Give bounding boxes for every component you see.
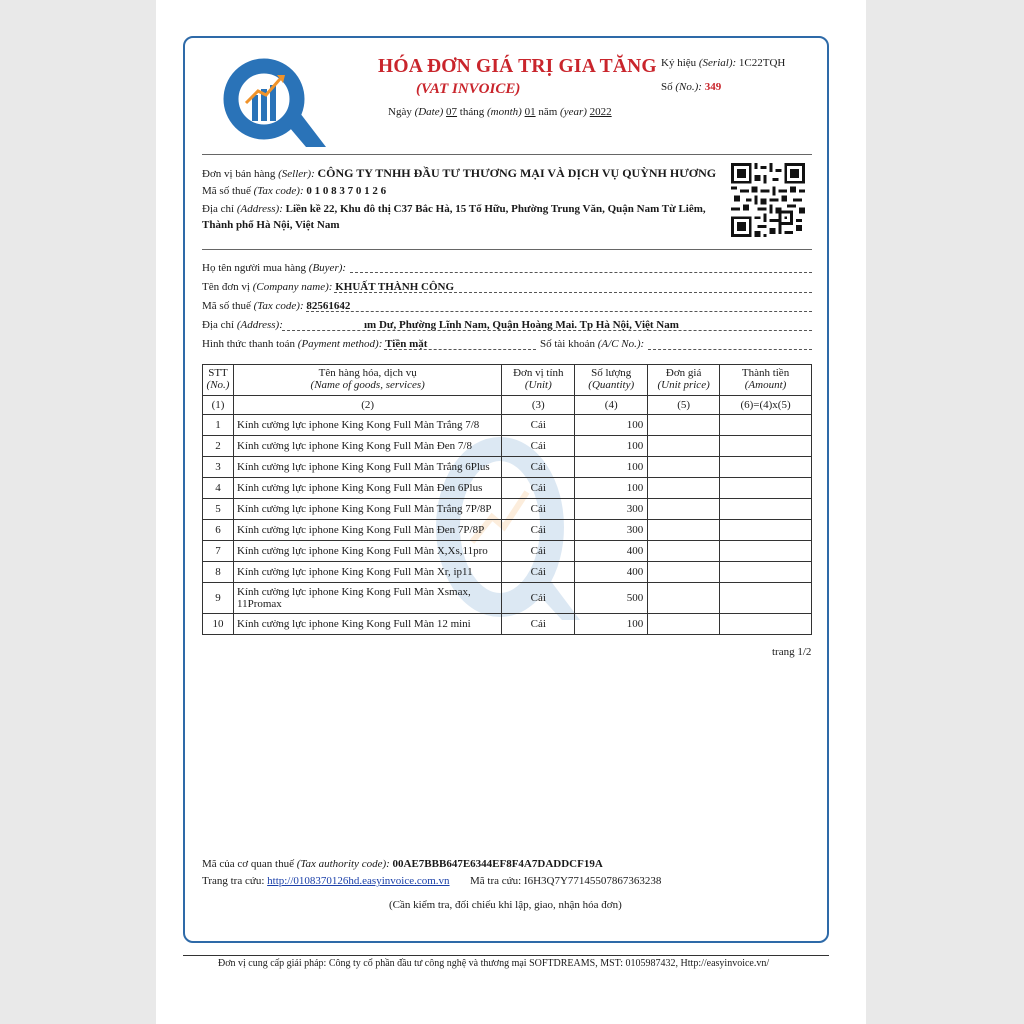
cell-name: Kính cường lực iphone King Kong Full Màn Xsmax, 11Promax bbox=[233, 583, 501, 614]
cell-unit-price bbox=[648, 499, 720, 520]
cell-unit: Cái bbox=[502, 499, 575, 520]
date-month: 01 bbox=[524, 106, 536, 118]
cell-no: 4 bbox=[203, 478, 234, 499]
cell-no: 9 bbox=[203, 583, 234, 614]
cell-unit: Cái bbox=[502, 478, 575, 499]
cell-no: 8 bbox=[203, 562, 234, 583]
table-row bbox=[203, 520, 812, 541]
cell-no: 3 bbox=[203, 457, 234, 478]
date-year: 2022 bbox=[589, 106, 612, 118]
buyer-address: ım Dư, Phường Lĩnh Nam, Quận Hoàng Mai. Tp Hà Nội, Việt Nam bbox=[364, 319, 679, 331]
cell-name: Kính cường lực iphone King Kong Full Màn Trắng 7P/8P bbox=[233, 499, 501, 520]
tax-authority-code: Mã của cơ quan thuế (Tax authority code): 00AE7BBB647E6344EF8F4A7DADDCF19A bbox=[202, 858, 603, 870]
cell-quantity: 100 bbox=[575, 415, 648, 436]
cell-unit-price bbox=[648, 541, 720, 562]
table-row bbox=[203, 436, 812, 457]
col-header-unit: Đơn vị tính (Unit) bbox=[502, 365, 575, 396]
table-row bbox=[203, 614, 812, 635]
footer-divider bbox=[183, 955, 829, 956]
cell-amount bbox=[720, 520, 812, 541]
buyer-name-line bbox=[350, 272, 812, 273]
col-header-name: Tên hàng hóa, dịch vụ (Name of goods, services) bbox=[233, 365, 501, 396]
cell-no: 1 bbox=[203, 415, 234, 436]
verification-note: (Cần kiểm tra, đối chiếu khi lập, giao, nhận hóa đơn) bbox=[389, 899, 622, 911]
payment-method: Hình thức thanh toán (Payment method): Tiền mặt bbox=[202, 338, 428, 350]
account-number: Số tài khoản (A/C No.): bbox=[540, 338, 645, 350]
cell-unit: Cái bbox=[502, 583, 575, 614]
cell-name: Kính cường lực iphone King Kong Full Màn Xr, ip11 bbox=[233, 562, 501, 583]
lookup-code: Mã tra cứu: I6H3Q7Y771455078673632​38 bbox=[470, 875, 662, 887]
buyer-company-line bbox=[334, 292, 812, 293]
cell-unit: Cái bbox=[502, 520, 575, 541]
qr-code bbox=[731, 163, 805, 237]
col-header-unit-price: Đơn giá (Unit price) bbox=[648, 365, 720, 396]
buyer-tax-line bbox=[306, 311, 812, 312]
date-day: 07 bbox=[446, 106, 458, 118]
cell-name: Kính cường lực iphone King Kong Full Màn Trắng 6Plus bbox=[233, 457, 501, 478]
col-header-no: STT (No.) bbox=[203, 365, 234, 396]
table-row bbox=[203, 541, 812, 562]
col-header-quantity: Số lượng (Quantity) bbox=[575, 365, 648, 396]
invoice-title: HÓA ĐƠN GIÁ TRỊ GIA TĂNG bbox=[378, 56, 657, 77]
invoice-serial: Ký hiệu (Serial): 1C22TQH bbox=[661, 57, 786, 69]
table-row bbox=[203, 457, 812, 478]
invoice-subtitle: (VAT INVOICE) bbox=[416, 81, 521, 97]
cell-quantity: 400 bbox=[575, 562, 648, 583]
cell-quantity: 400 bbox=[575, 541, 648, 562]
cell-name: Kính cường lực iphone King Kong Full Màn Trắng 7/8 bbox=[233, 415, 501, 436]
lookup-url-link[interactable]: http://0108370126hd.easyinvoice.com.vn bbox=[267, 875, 450, 887]
cell-unit: Cái bbox=[502, 562, 575, 583]
divider bbox=[202, 154, 812, 155]
cell-unit: Cái bbox=[502, 614, 575, 635]
cell-name: Kính cường lực iphone King Kong Full Màn 12 mini bbox=[233, 614, 501, 635]
cell-unit: Cái bbox=[502, 457, 575, 478]
cell-no: 10 bbox=[203, 614, 234, 635]
cell-no: 5 bbox=[203, 499, 234, 520]
cell-unit: Cái bbox=[502, 541, 575, 562]
buyer-name: Họ tên người mua hàng (Buyer): bbox=[202, 262, 347, 274]
cell-unit-price bbox=[648, 478, 720, 499]
provider-footer: Đơn vị cung cấp giải pháp: Công ty cổ phần đầu tư công nghệ và thương mại SOFTDREAMS, MST: 0105987432, Http://easyinvoice.vn/ bbox=[218, 958, 770, 969]
seller-tax-code: Mã số thuế (Tax code): 0 1 0 8 3 7 0 1 2 6 bbox=[202, 185, 387, 197]
cell-unit-price bbox=[648, 520, 720, 541]
cell-amount bbox=[720, 499, 812, 520]
lookup-line: Trang tra cứu: http://0108370126hd.easyinvoice.com.vn bbox=[202, 875, 450, 887]
cell-unit-price bbox=[648, 415, 720, 436]
cell-unit-price bbox=[648, 562, 720, 583]
cell-unit-price bbox=[648, 457, 720, 478]
cell-name: Kính cường lực iphone King Kong Full Màn X,Xs,11pro bbox=[233, 541, 501, 562]
cell-amount bbox=[720, 562, 812, 583]
cell-amount bbox=[720, 583, 812, 614]
table-column-numbers: (1) (2) (3) (4) (5) (6)=(4)x(5) bbox=[203, 396, 812, 415]
account-line bbox=[648, 349, 812, 350]
cell-amount bbox=[720, 457, 812, 478]
cell-amount bbox=[720, 436, 812, 457]
cell-amount bbox=[720, 415, 812, 436]
cell-no: 2 bbox=[203, 436, 234, 457]
seller-address-line2: Thành phố Hà Nội, Việt Nam bbox=[202, 219, 340, 231]
cell-no: 6 bbox=[203, 520, 234, 541]
buyer-address-label: Địa chỉ (Address): bbox=[202, 319, 283, 331]
cell-quantity: 300 bbox=[575, 520, 648, 541]
cell-quantity: 100 bbox=[575, 436, 648, 457]
cell-name: Kính cường lực iphone King Kong Full Màn Đen 6Plus bbox=[233, 478, 501, 499]
buyer-company: Tên đơn vị (Company name): KHUẤT THÀNH CÔNG bbox=[202, 281, 454, 293]
divider bbox=[202, 249, 812, 250]
cell-unit-price bbox=[648, 436, 720, 457]
cell-name: Kính cường lực iphone King Kong Full Màn Đen 7P/8P bbox=[233, 520, 501, 541]
cell-unit-price bbox=[648, 583, 720, 614]
invoice-number: Số (No.): 349 bbox=[661, 81, 722, 93]
cell-unit: Cái bbox=[502, 415, 575, 436]
col-header-amount: Thành tiền (Amount) bbox=[720, 365, 812, 396]
company-logo bbox=[222, 55, 332, 150]
cell-quantity: 300 bbox=[575, 499, 648, 520]
seller-name: Đơn vị bán hàng (Seller): CÔNG TY TNHH ĐẦU TƯ THƯƠNG MẠI VÀ DỊCH VỤ QUỲNH HƯƠNG bbox=[202, 166, 717, 180]
table-header-row bbox=[203, 365, 812, 396]
cell-quantity: 100 bbox=[575, 478, 648, 499]
seller-address: Địa chỉ (Address): Liền kề 22, Khu đô thị C37 Bắc Hà, 15 Tố Hữu, Phường Trung Văn, Quận Nam Từ Liêm, bbox=[202, 203, 706, 215]
table-row bbox=[203, 562, 812, 583]
cell-amount bbox=[720, 478, 812, 499]
table-row bbox=[203, 499, 812, 520]
cell-unit-price bbox=[648, 614, 720, 635]
invoice-date: Ngày (Date) 07 tháng (month) 01 năm (year) 2022 bbox=[388, 106, 612, 118]
table-row bbox=[203, 583, 812, 614]
cell-quantity: 100 bbox=[575, 457, 648, 478]
table-row bbox=[203, 415, 812, 436]
items-table bbox=[202, 364, 812, 635]
cell-unit: Cái bbox=[502, 436, 575, 457]
table-row bbox=[203, 478, 812, 499]
cell-amount bbox=[720, 541, 812, 562]
payment-line bbox=[384, 349, 536, 350]
buyer-tax-code: Mã số thuế (Tax code): 82561642 bbox=[202, 300, 351, 312]
page-indicator: trang 1/2 bbox=[772, 646, 812, 658]
cell-amount bbox=[720, 614, 812, 635]
cell-quantity: 100 bbox=[575, 614, 648, 635]
cell-quantity: 500 bbox=[575, 583, 648, 614]
cell-name: Kính cường lực iphone King Kong Full Màn Đen 7/8 bbox=[233, 436, 501, 457]
buyer-address-line bbox=[282, 330, 812, 331]
cell-no: 7 bbox=[203, 541, 234, 562]
